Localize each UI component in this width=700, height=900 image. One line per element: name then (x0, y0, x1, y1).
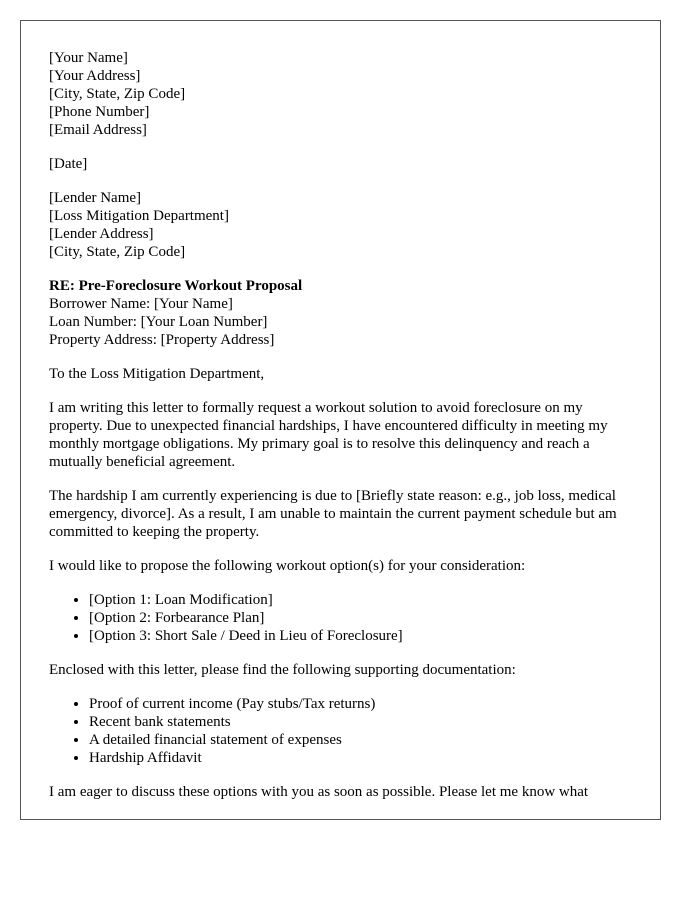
sender-city-state-zip: [City, State, Zip Code] (49, 86, 186, 102)
list-item: • A detailed financial statement of expenses (89, 731, 639, 749)
intro-paragraph: I am writing this letter to formally request a workout solution to avoid foreclosure on my property. Due to unexpected financial hardships, I have encountered difficulty in meeting my monthly mortgage obligations. My primary goal is to resolve this delinquency and reach a mutually beneficial agreement. (49, 400, 608, 470)
date-block (49, 155, 639, 173)
sender-phone: [Phone Number] (49, 104, 150, 120)
borrower-name: Borrower Name: [Your Name] (49, 296, 233, 312)
property-address: Property Address: [Property Address] (49, 332, 275, 348)
lender-department: [Loss Mitigation Department] (49, 208, 229, 224)
list-item: • Hardship Affidavit (89, 749, 639, 767)
lender-name: [Lender Name] (49, 190, 142, 206)
letter-date: [Date] (49, 156, 88, 172)
list-item: • [Option 3: Short Sale / Deed in Lieu of Foreclosure] (89, 627, 639, 645)
sender-name: [Your Name] (49, 50, 128, 66)
sender-email: [Email Address] (49, 122, 147, 138)
re-block (49, 277, 639, 349)
hardship-paragraph: The hardship I am currently experiencing is due to [Briefly state reason: e.g., job loss, medical emergency, divorce]. As a result, I am unable to maintain the current payment schedule but am committed to keeping the property. (49, 488, 617, 540)
documents-intro: Enclosed with this letter, please find the following supporting documentation: (49, 662, 516, 678)
recipient-block (49, 189, 639, 261)
re-title: RE: Pre-Foreclosure Workout Proposal (49, 278, 303, 294)
lender-address: [Lender Address] (49, 226, 154, 242)
documents-list (49, 695, 639, 767)
salutation: To the Loss Mitigation Department, (49, 366, 265, 382)
closing-paragraph: I am eager to discuss these options with you as soon as possible. Please let me know what (49, 784, 589, 800)
sender-address: [Your Address] (49, 68, 141, 84)
loan-number: Loan Number: [Your Loan Number] (49, 314, 268, 330)
list-item: • [Option 1: Loan Modification] (89, 591, 639, 609)
sender-block (49, 49, 639, 139)
list-item: • Proof of current income (Pay stubs/Tax returns) (89, 695, 639, 713)
letter-body (49, 49, 639, 817)
list-item: • [Option 2: Forbearance Plan] (89, 609, 639, 627)
letter-page (20, 20, 661, 820)
lender-city-state-zip: [City, State, Zip Code] (49, 244, 186, 260)
options-list (49, 591, 639, 645)
list-item: • Recent bank statements (89, 713, 639, 731)
options-intro: I would like to propose the following workout option(s) for your consideration: (49, 558, 526, 574)
